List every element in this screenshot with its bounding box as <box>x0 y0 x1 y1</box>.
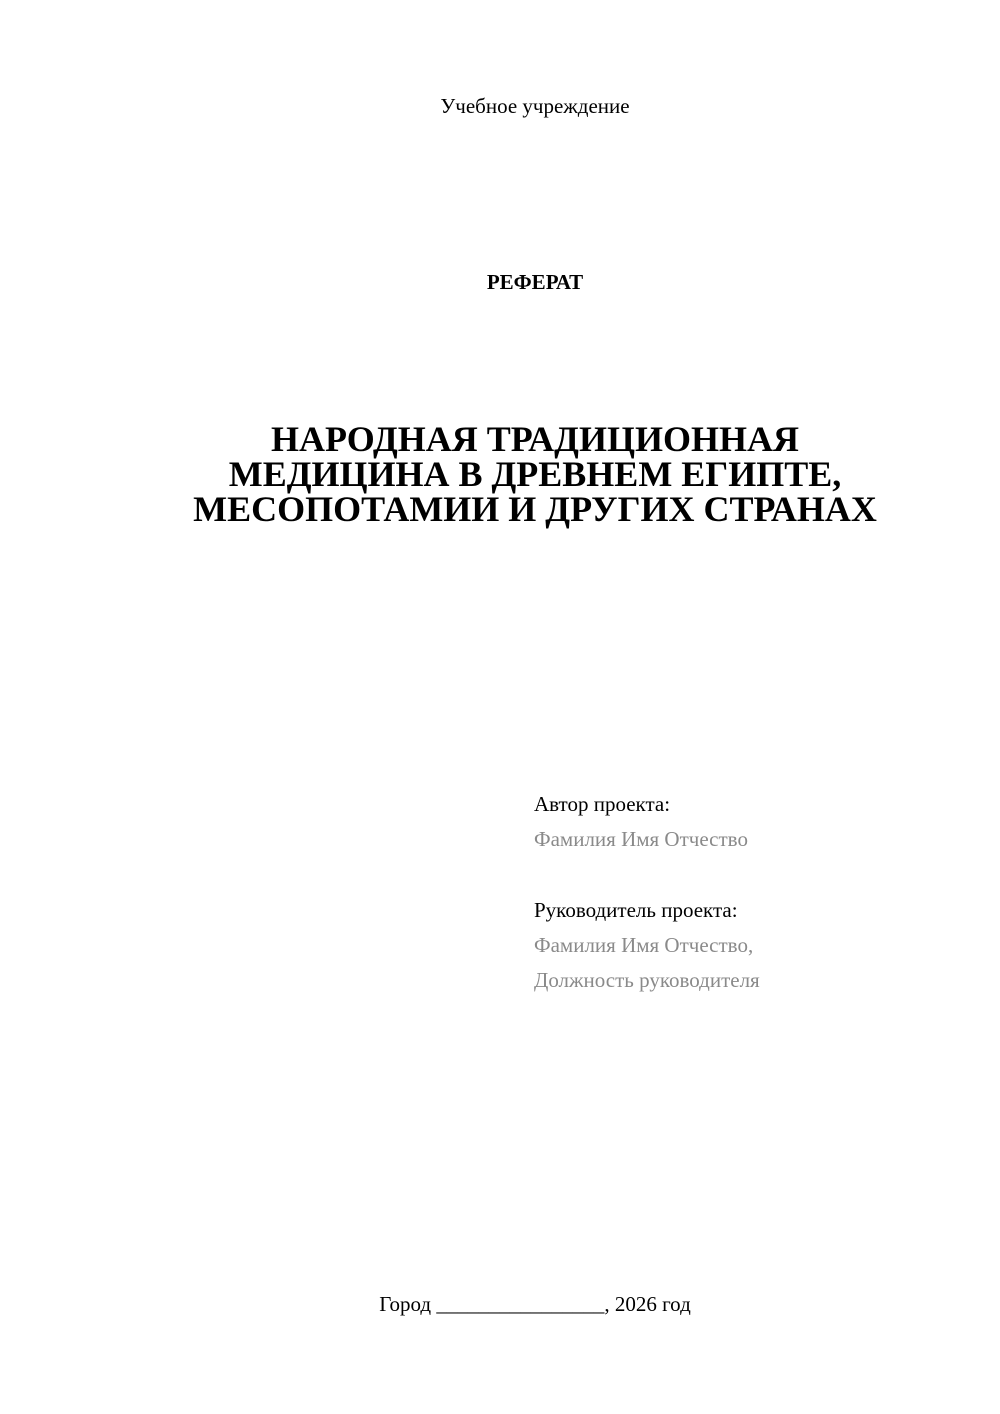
supervisor-label: Руководитель проекта: <box>534 898 738 922</box>
supervisor-name: Фамилия Имя Отчество, <box>534 933 754 957</box>
author-block <box>534 787 974 857</box>
city-year-line: Город ________________, 2026 год <box>379 1292 691 1316</box>
title-line: МЕДИЦИНА В ДРЕВНЕМ ЕГИПТЕ, <box>228 454 842 494</box>
institution-name: Учебное учреждение <box>440 94 630 118</box>
supervisor-block <box>534 893 974 998</box>
author-name: Фамилия Имя Отчество <box>534 827 748 851</box>
title-line: МЕСОПОТАМИИ И ДРУГИХ СТРАНАХ <box>193 489 877 529</box>
title-line: НАРОДНАЯ ТРАДИЦИОННАЯ <box>271 419 799 459</box>
document-title <box>150 419 920 529</box>
author-label: Автор проекта: <box>534 792 671 816</box>
supervisor-position: Должность руководителя <box>534 968 760 992</box>
document-type: РЕФЕРАТ <box>486 270 584 294</box>
